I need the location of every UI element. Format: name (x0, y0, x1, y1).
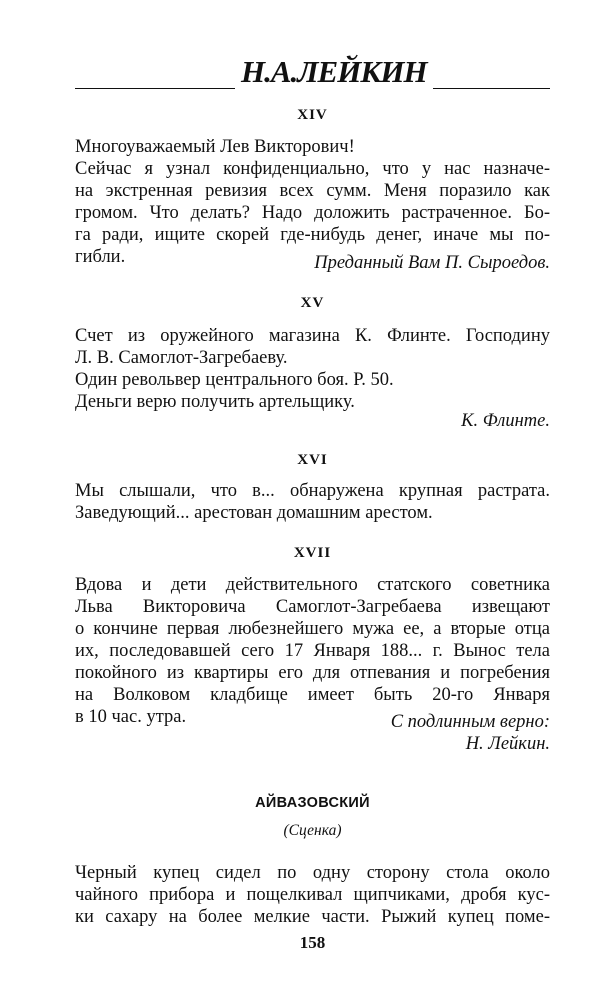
text-line: Сейчас я узнал конфиденциально, что у нас назначе- (75, 159, 550, 179)
text-line: громом. Что делать? Надо доложить растраченное. Бо- (75, 203, 550, 223)
text-line: их, последовавшей сего 17 Января 188... г. Вынос тела (75, 641, 550, 661)
page-number: 158 (299, 933, 326, 952)
text-line: Счет из оружейного магазина К. Флинте. Господину (75, 326, 550, 346)
section-number-xvii: XVII (293, 545, 332, 561)
text-line: Вдова и дети действительного статского советника (75, 575, 550, 595)
running-header (75, 52, 550, 94)
text-line: Один револьвер центрального боя. Р. 50. (75, 370, 394, 390)
text-line: в 10 час. утра. (75, 707, 187, 727)
text-line: о кончине первая любезнейшего мужа ее, а вторые отца (75, 619, 550, 639)
section-number-xvi: XVI (297, 452, 328, 468)
text-line: гибли. (75, 247, 126, 267)
signature: Преданный Вам П. Сыроедов. (314, 253, 550, 273)
author-signature: Н. Лейкин. (465, 734, 550, 754)
text-line: чайного прибора и пощелкивал щипчиками, дробя кус- (75, 885, 550, 905)
text-line: Мы слышали, что в... обнаружена крупная растрата. (75, 481, 550, 501)
section-number-xiv: XIV (297, 107, 328, 123)
text-line: покойного из квартиры его для отпевания и погребения (75, 663, 550, 683)
text-line: Заведующий... арестован домашним арестом. (75, 503, 433, 523)
section-number-xv: XV (300, 295, 325, 311)
text-line: ки сахару на более мелкие части. Рыжий купец поме- (75, 907, 550, 927)
story-subtitle: (Сценка) (283, 822, 342, 839)
letter-greeting: Многоуважаемый Лев Викторович! (75, 137, 355, 157)
text-line: на экстренная ревизия всех сумм. Меня поразило как (75, 181, 550, 201)
text-line: Деньги верю получить артельщику. (75, 392, 355, 412)
text-line: га ради, ищите скорей где-нибудь денег, иначе мы по- (75, 225, 550, 245)
author-logo: Н.А.ЛЕЙКИН (235, 54, 433, 90)
text-line: Черный купец сидел по одну сторону стола около (75, 863, 550, 883)
signature: К. Флинте. (461, 411, 550, 431)
text-line: на Волковом кладбище имеет быть 20-го Января (75, 685, 550, 705)
text-line: Льва Викторовича Самоглот-Загребаева извещают (75, 597, 550, 617)
attestation: С подлинным верно: (390, 712, 550, 732)
story-title: АЙВАЗОВСКИЙ (255, 795, 370, 811)
text-line: Л. В. Самоглот-Загребаеву. (75, 348, 288, 368)
